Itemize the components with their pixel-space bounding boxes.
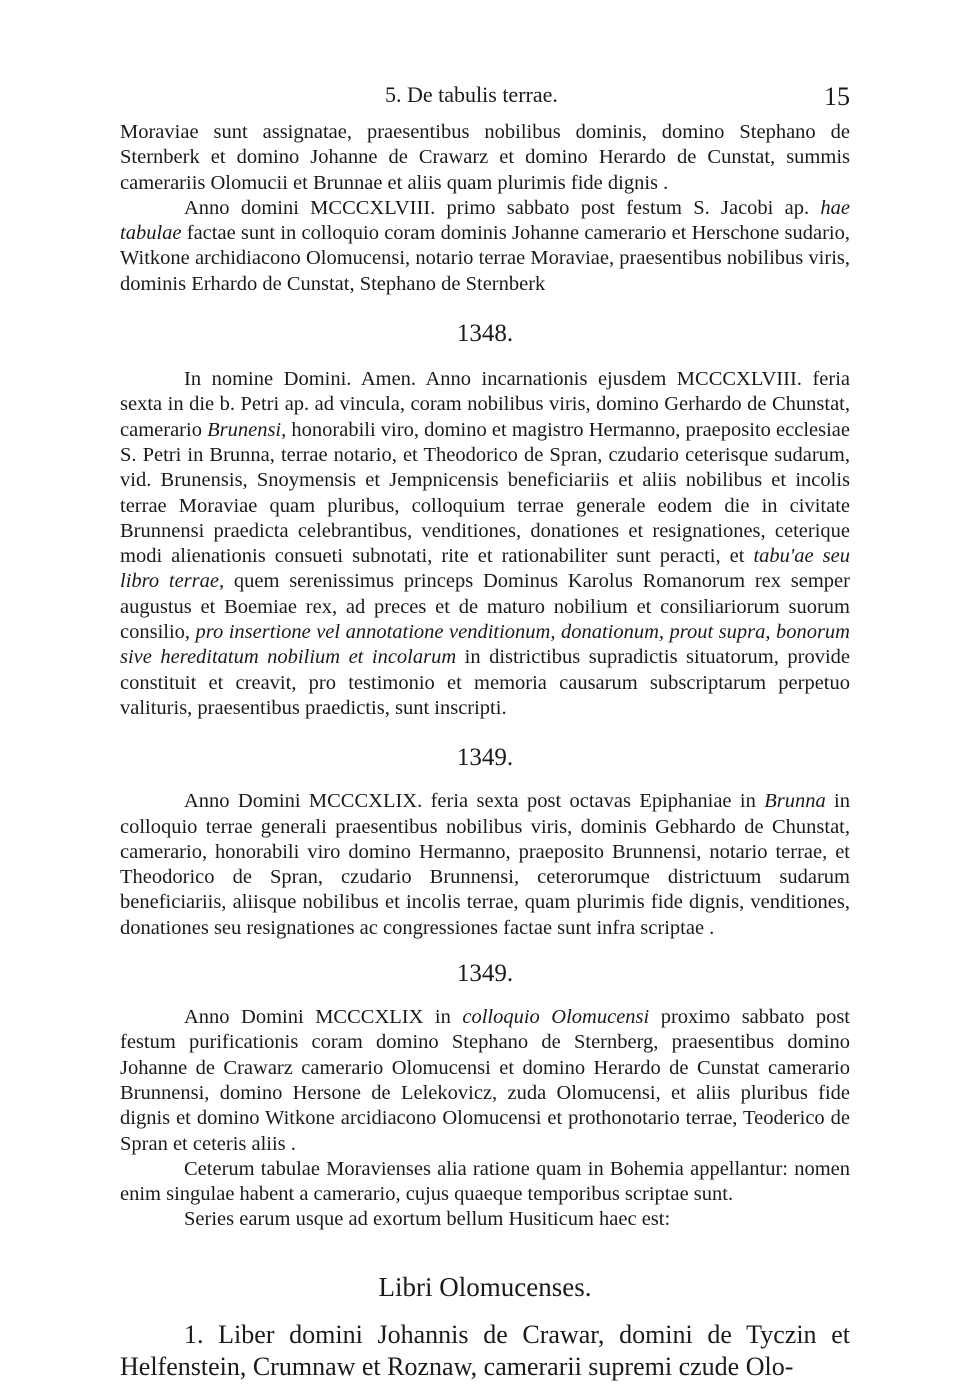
paragraph-1348-summer	[120, 196, 850, 297]
paragraph-text: quem serenissimus princeps Dominus Karolus Romanorum rex semper augustus et Boemiae rex, ad preces et de maturo nobilium et consiliariorum suorum consilio,	[120, 570, 850, 644]
paragraph-text: Moraviae sunt assignatae, praesentibus nobilibus dominis, domino Stephano de Sternberk et domino Johanne de Crawarz et domino Herardo de Cunstat, summis camerariis Olomucii et Brunnae et aliis quam plurimis fide dignis .	[120, 121, 850, 194]
section-title: Libri Olomucenses.	[378, 1271, 592, 1302]
paragraph-text: factae sunt in colloquio coram dominis Johanne camerario et Herschone sudario, Witkone archidiacono Olomucensi, notario terrae Moraviae, praesentibus nobilibus viris, dominis Erhardo de Cunstat, Stephano de Sternberk	[120, 222, 850, 295]
paragraph-continuation	[120, 120, 850, 196]
italic-phrase: Brunna	[764, 790, 826, 813]
italic-phrase: colloquio Olomucensi	[462, 1006, 650, 1029]
paragraph-text: Anno Domini MCCCXLIX in	[184, 1006, 463, 1029]
page-header	[120, 78, 850, 120]
italic-phrase: Brunensi,	[207, 418, 287, 441]
page	[120, 78, 850, 1383]
paragraph-1349-brunna	[120, 789, 850, 941]
paragraph-text: in districtibus supradictis situatorum, provide constituit et creavit, pro testimonio et memoria causarum subscriptarum perpetuo valituris, praesentibus praedictis, sunt inscripti.	[120, 646, 850, 719]
italic-phrase: tabu'ae seu libro terrae,	[120, 545, 850, 593]
paragraph-1349-olomucii	[120, 1005, 850, 1157]
running-title: 5. De tabulis terrae.	[385, 82, 558, 107]
paragraph-text: Anno Domini MCCCXLIX. feria sexta post octavas Epiphaniae in	[184, 790, 765, 813]
paragraph-ceterum: Ceterum tabulae Moravienses alia ratione quam in Bohemia appellantur: nomen enim singulae habent a camerario, cujus quaeque temporibus scriptae sunt.	[120, 1157, 850, 1206]
year-heading-1349-brunna: 1349.	[456, 744, 514, 772]
italic-phrase: pro insertione vel annotatione venditionum, donationum, prout supra, bonorum sive hereditatum nobilium et incolarum	[120, 621, 850, 669]
paragraph-1348	[120, 367, 850, 721]
year-heading-1349-olomucii: 1349.	[456, 960, 514, 988]
paragraph-text: proximo sabbato post festum purificationis coram domino Stephano de Sternberg, praesentibus domino Johanne de Crawarz camerario Olomucensi et domino Herardo de Cunstat camerario Brunnensi, domino Hersone de Lelekovicz, zuda Olomucensi, et aliis pluribus fide dignis et domino Witkone arcidiacono Olomucensi et prothonotario terrae, Teoderico de Spran et ceteris aliis .	[120, 1006, 850, 1155]
paragraph-text: honorabili viro, domino et magistro Hermanno, praeposito ecclesiae S. Petri in Brunna, terrae notario, et Theodorico de Spran, czudario ceterisque sudarum, vid. Brunensis, Snoymensis et Jempnicensis beneficiariis et aliis nobilibus et incolis terrae Moraviae quam pluribus, colloquium terrae generale eodem die in civitate Brunnensi praedicta celebrantibus, venditiones, donationes et resignationes, ceterique modi alienationis consueti subnotati, rite et rationabiliter sunt peracti, et	[120, 418, 850, 568]
paragraph-text: in colloquio terrae generali praesentibus nobilibus viris, dominis Gebhardo de Chunstat, camerario, honorabili viro domino Hermanno, praeposito Brunnensi, notario terrae, et Theodorico de Spran, czudario Brunnensi, ceterorumque districtuum sudarum beneficiariis, aliisque nobilibus et incolis terrae, quam plurimis fide dignis, venditiones, donationes seu resignationes ac congressiones factae sunt infra scriptae .	[120, 790, 850, 939]
italic-phrase: hae tabulae	[120, 196, 850, 245]
paragraph-text: In nomine Domini. Amen. Anno incarnationis ejusdem MCCCXLVIII. feria sexta in die b. Petri ap. ad vincula, coram nobilibus viris, domino Gerhardo de Chunstat, camerario	[120, 368, 850, 441]
paragraph-series: Series earum usque ad exortum bellum Husiticum haec est:	[184, 1208, 671, 1231]
list-entry-1: 1. Liber domini Johannis de Crawar, domini de Tyczin et Helfenstein, Crumnaw et Roznaw, camerarii supremi czude Olo-	[120, 1319, 850, 1381]
paragraph-text: Anno domini MCCCXLVIII. primo sabbato post festum S. Jacobi ap.	[184, 196, 821, 219]
page-number: 15	[824, 82, 850, 111]
year-heading-1348: 1348.	[456, 320, 514, 348]
